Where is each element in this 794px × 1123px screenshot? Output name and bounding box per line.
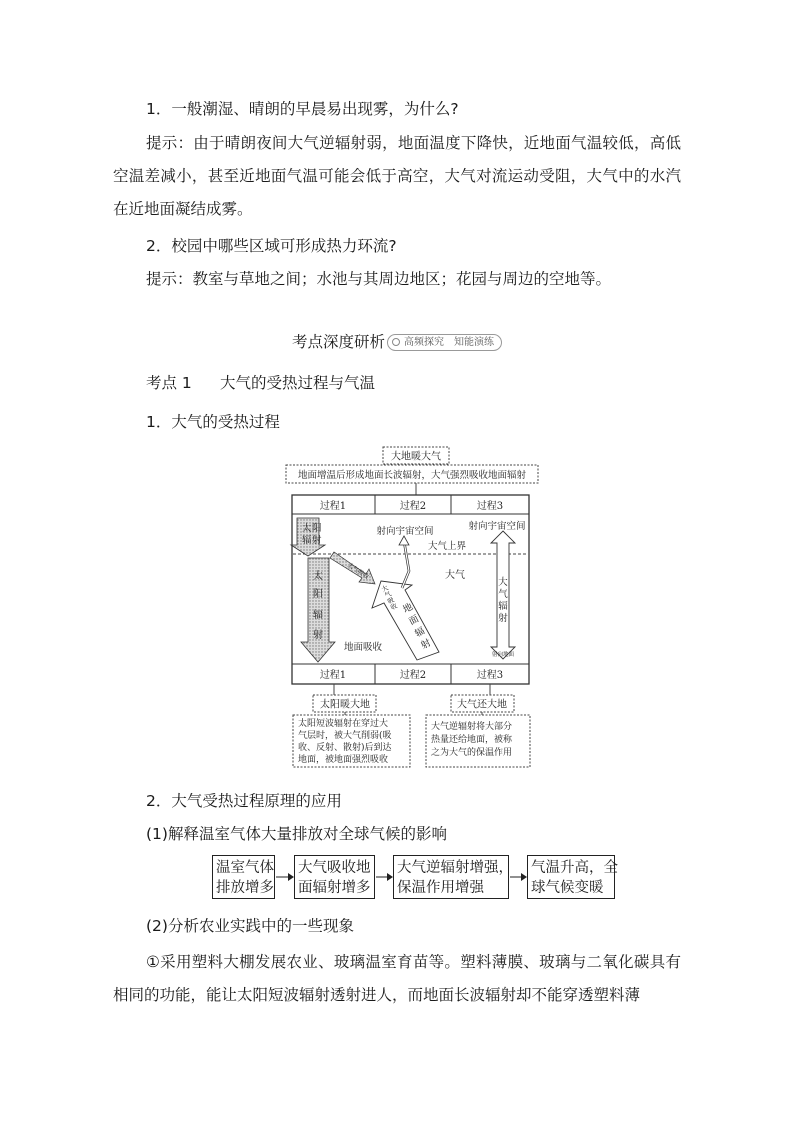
question-2: 2．校园中哪些区域可形成热力环流? (146, 237, 397, 255)
solar-small-char-4: 射 (312, 535, 322, 546)
flow-box-2-line-1: 大气吸收地 (298, 860, 371, 876)
atm-rad-char-1: 大 (498, 577, 508, 588)
flow-box-4-line-2: 球气候变暖 (531, 880, 604, 896)
flow-box-2-line-2: 面辐射增多 (298, 880, 371, 896)
to-ground-label: 射向地面 (491, 652, 515, 658)
header-process-1: 过程1 (319, 501, 347, 512)
header-process-3: 过程3 (476, 501, 504, 512)
flow-box-3-line-2: 保温作用增强 (397, 880, 484, 896)
application-2-text: ①采用塑料大棚发展农业、玻璃温室育苗等。塑料薄膜、玻璃与二氧化碳具有相同的功能，能让太阳短波辐射透射进人，而地面长波辐射却不能穿透塑料薄 (113, 953, 681, 1004)
flow-arrow-3 (510, 872, 527, 882)
bottom-left-desc-2: 气层时，被大气削弱(吸 (298, 731, 392, 741)
question-1: 1．一般潮湿、晴朗的早晨易出现雾，为什么? (146, 100, 459, 118)
flow-arrow-2 (376, 872, 393, 882)
to-space-label-2: 射向宇宙空间 (468, 521, 526, 532)
footer-process-3: 过程3 (476, 670, 504, 681)
bottom-left-desc-1: 太阳短波辐射在穿过大 (298, 719, 389, 729)
bottom-left-box-text: 太阳暖大地 (320, 699, 370, 711)
bottom-right-desc-3: 之为大气的保温作用 (431, 748, 513, 758)
atm-absorb-label: 大气吸收 (345, 561, 370, 581)
ground-rad-char-4: 射 (419, 637, 433, 652)
to-space-label-1: 射向宇宙空间 (376, 526, 434, 537)
ground-rad-char-1: 地 (401, 601, 415, 616)
flow-box-3-line-1: 大气逆辐射增强， (397, 860, 513, 876)
solar-big-char-3: 辐 (313, 610, 323, 621)
flow-box-1 (212, 855, 275, 899)
answer-1: 提示：由于晴朗夜间大气逆辐射弱，地面温度下降快，近地面气温较低，高低空温差减小，甚至近地面气温可能会低于高空，大气对流运动受阻，大气中的水汽在近地面凝结成雾。 (113, 134, 681, 218)
kaodian-title: 大气的受热过程与气温 (220, 374, 376, 392)
flow-box-1-line-1: 温室气体 (216, 860, 274, 876)
solar-big-char-4: 射 (313, 630, 323, 641)
application-1-title: (1)解释温室气体大量排放对全球气候的影响 (146, 825, 447, 843)
flow-box-4-line-1: 气温升高，全 (531, 860, 618, 876)
footer-process-1: 过程1 (319, 670, 347, 681)
bottom-right-desc-1: 大气逆辐射将大部分 (431, 722, 513, 732)
section-title: 考点深度研析 (291, 333, 385, 351)
atm-rad-char-2: 气 (498, 589, 508, 600)
section-badge-text: 高频探究 知能演练 (404, 337, 494, 348)
atm-absorb-2-char-1: 大 (380, 583, 390, 594)
atm-absorb-2-char-2: 气 (383, 589, 393, 600)
footer-process-2: 过程2 (399, 670, 427, 681)
solar-big-char-1: 太 (313, 571, 323, 582)
flow-box-4 (527, 855, 618, 899)
solar-small-char-3: 辐 (302, 535, 312, 546)
bottom-right-box-text: 大气还大地 (457, 699, 507, 711)
solar-big-char-2: 阳 (313, 589, 323, 600)
heating-process-diagram (280, 444, 550, 769)
bottom-right-desc-2: 热量还给地面，被称 (431, 735, 513, 745)
flow-box-1-line-2: 排放增多 (216, 880, 274, 896)
magnifier-icon (392, 338, 400, 346)
flow-arrow-1 (276, 872, 294, 882)
header-process-2: 过程2 (399, 501, 427, 512)
ground-rad-char-2: 面 (407, 613, 421, 628)
flow-box-2 (294, 855, 375, 899)
flow-box-3 (393, 855, 513, 899)
top-desc-text: 地面增温后形成地面长波辐射，大气强烈吸收地面辐射 (297, 470, 527, 481)
application-2-title: (2)分析农业实践中的一些现象 (146, 917, 354, 935)
answer-2: 提示：教室与草地之间；水池与其周边地区；花园与周边的空地等。 (146, 270, 612, 288)
top-label-text: 大地暖大气 (391, 451, 441, 463)
bottom-left-desc-3: 收、反射、散射)后到达 (298, 743, 392, 753)
atm-absorb-2-char-4: 收 (389, 601, 399, 612)
atm-rad-char-4: 射 (498, 613, 508, 624)
subheading-1: 1．大气的受热过程 (146, 413, 280, 431)
atmosphere-label: 大气 (445, 570, 465, 581)
section-badge (387, 334, 502, 351)
subheading-2: 2．大气受热过程原理的应用 (146, 792, 342, 810)
kaodian-label: 考点 1 (146, 374, 192, 392)
atm-absorb-2-char-3: 吸 (386, 595, 396, 606)
bottom-left-desc-4: 地面，被地面强烈吸收 (298, 755, 389, 765)
solar-small-char-1: 太 (302, 523, 312, 534)
section-heading (0, 330, 794, 352)
solar-small-char-2: 阳 (312, 523, 322, 534)
upper-boundary-label: 大气上界 (427, 541, 467, 552)
atm-rad-char-3: 辐 (498, 601, 508, 612)
ground-absorb-label: 地面吸收 (344, 642, 383, 653)
ground-rad-char-3: 辐 (413, 625, 427, 640)
